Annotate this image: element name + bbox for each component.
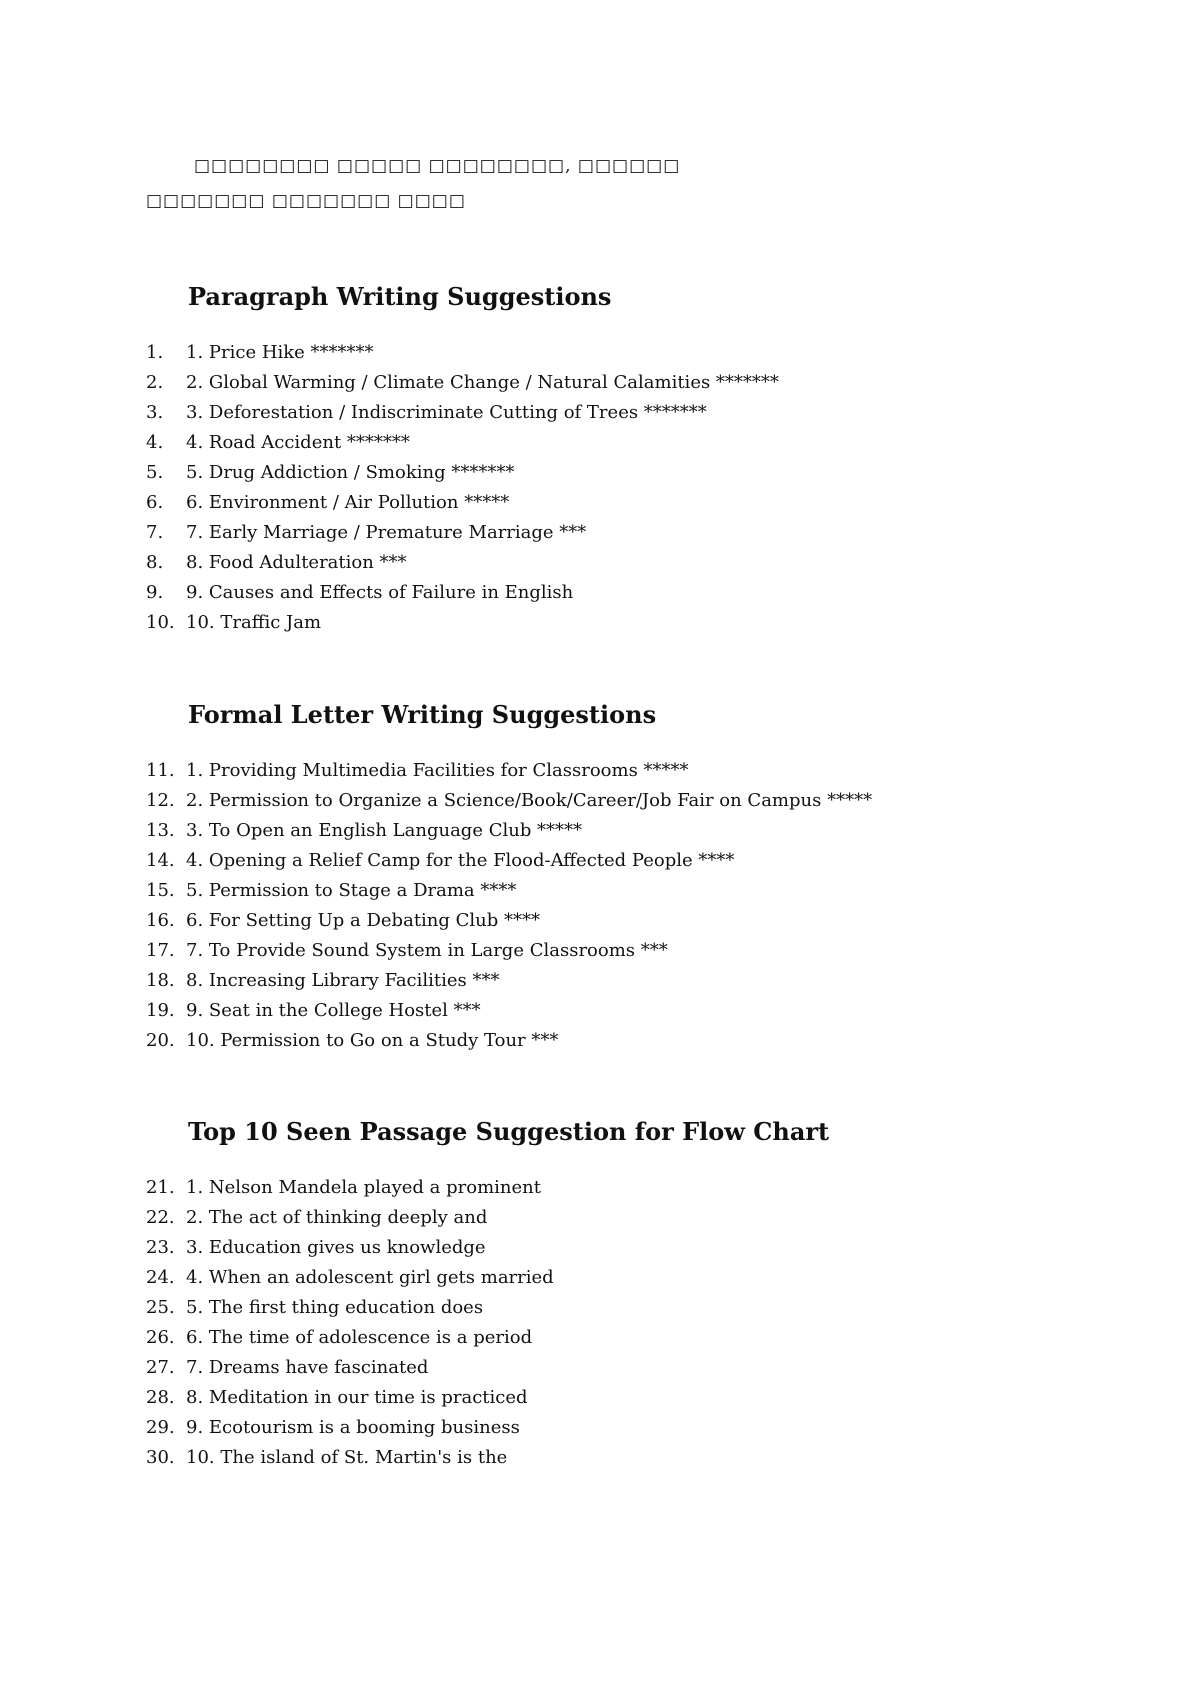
list-item <box>146 756 872 786</box>
list-text: 1. Nelson Mandela played a prominent <box>186 1177 541 1198</box>
list-text: 10. Permission to Go on a Study Tour *** <box>186 1030 559 1051</box>
list-text: 7. Early Marriage / Premature Marriage *** <box>186 522 587 543</box>
list-number: 18. <box>146 970 175 991</box>
list-item <box>146 548 779 578</box>
list-number: 6. <box>146 492 164 513</box>
list-number: 30. <box>146 1447 175 1468</box>
list-item <box>146 1203 554 1233</box>
list-number: 28. <box>146 1387 175 1408</box>
list-text: 4. When an adolescent girl gets married <box>186 1267 554 1288</box>
list-number: 27. <box>146 1357 175 1378</box>
list-text: 8. Meditation in our time is practiced <box>186 1387 528 1408</box>
list-item <box>146 368 779 398</box>
list-number: 4. <box>146 432 164 453</box>
list-text: 6. Environment / Air Pollution ***** <box>186 492 510 513</box>
list-item <box>146 1323 554 1353</box>
list-item <box>146 1173 554 1203</box>
list-item <box>146 1443 554 1473</box>
list-number: 10. <box>146 612 175 633</box>
seen-passage-suggestion-list <box>146 1173 554 1473</box>
list-item <box>146 786 872 816</box>
list-text: 4. Road Accident ******* <box>186 432 410 453</box>
list-text: 10. The island of St. Martin's is the <box>186 1447 508 1468</box>
list-item <box>146 428 779 458</box>
list-item <box>146 1413 554 1443</box>
list-number: 15. <box>146 880 175 901</box>
section-title-seen-passage: Top 10 Seen Passage Suggestion for Flow Chart <box>188 1117 830 1146</box>
list-number: 1. <box>146 342 164 363</box>
list-item <box>146 936 872 966</box>
list-number: 24. <box>146 1267 175 1288</box>
list-item <box>146 1353 554 1383</box>
section-title-paragraph: Paragraph Writing Suggestions <box>188 282 612 311</box>
list-item <box>146 966 872 996</box>
list-text: 6. For Setting Up a Debating Club **** <box>186 910 541 931</box>
list-number: 7. <box>146 522 164 543</box>
list-text: 5. Permission to Stage a Drama **** <box>186 880 517 901</box>
header-line-1: □□□□□□□□ □□□□□ □□□□□□□□, □□□□□□ <box>194 156 681 176</box>
list-item <box>146 906 872 936</box>
list-item <box>146 816 872 846</box>
list-item <box>146 608 779 638</box>
list-text: 2. Permission to Organize a Science/Book/Career/Job Fair on Campus ***** <box>186 790 873 811</box>
list-item <box>146 846 872 876</box>
list-text: 4. Opening a Relief Camp for the Flood-Affected People **** <box>186 850 735 871</box>
paragraph-suggestion-list <box>146 338 779 638</box>
list-item <box>146 1263 554 1293</box>
list-item <box>146 1233 554 1263</box>
list-text: 1. Price Hike ******* <box>186 342 374 363</box>
list-text: 2. Global Warming / Climate Change / Natural Calamities ******* <box>186 372 779 393</box>
list-item <box>146 338 779 368</box>
list-text: 7. To Provide Sound System in Large Classrooms *** <box>186 940 668 961</box>
list-number: 11. <box>146 760 175 781</box>
list-text: 9. Causes and Effects of Failure in English <box>186 582 574 603</box>
list-text: 8. Food Adulteration *** <box>186 552 407 573</box>
list-text: 6. The time of adolescence is a period <box>186 1327 533 1348</box>
header-line-2: □□□□□□□ □□□□□□□ □□□□ <box>146 191 466 211</box>
list-number: 3. <box>146 402 164 423</box>
list-number: 20. <box>146 1030 175 1051</box>
list-number: 14. <box>146 850 175 871</box>
list-number: 13. <box>146 820 175 841</box>
list-text: 5. The first thing education does <box>186 1297 484 1318</box>
list-item <box>146 488 779 518</box>
list-item <box>146 518 779 548</box>
list-number: 9. <box>146 582 164 603</box>
list-text: 3. Deforestation / Indiscriminate Cutting of Trees ******* <box>186 402 707 423</box>
list-text: 3. Education gives us knowledge <box>186 1237 486 1258</box>
list-number: 8. <box>146 552 164 573</box>
list-number: 25. <box>146 1297 175 1318</box>
list-text: 10. Traffic Jam <box>186 612 322 633</box>
list-number: 17. <box>146 940 175 961</box>
list-item <box>146 1293 554 1323</box>
list-text: 2. The act of thinking deeply and <box>186 1207 488 1228</box>
list-item <box>146 1026 872 1056</box>
section-title-formal-letter: Formal Letter Writing Suggestions <box>188 700 657 729</box>
list-item <box>146 398 779 428</box>
list-item <box>146 876 872 906</box>
list-text: 3. To Open an English Language Club ***** <box>186 820 583 841</box>
list-text: 1. Providing Multimedia Facilities for Classrooms ***** <box>186 760 689 781</box>
formal-letter-suggestion-list <box>146 756 872 1056</box>
list-number: 21. <box>146 1177 175 1198</box>
list-item <box>146 578 779 608</box>
list-text: 8. Increasing Library Facilities *** <box>186 970 500 991</box>
list-number: 16. <box>146 910 175 931</box>
list-number: 12. <box>146 790 175 811</box>
list-number: 2. <box>146 372 164 393</box>
list-number: 26. <box>146 1327 175 1348</box>
list-text: 5. Drug Addiction / Smoking ******* <box>186 462 515 483</box>
list-item <box>146 1383 554 1413</box>
list-item <box>146 458 779 488</box>
list-text: 9. Seat in the College Hostel *** <box>186 1000 481 1021</box>
list-text: 7. Dreams have fascinated <box>186 1357 429 1378</box>
list-text: 9. Ecotourism is a booming business <box>186 1417 520 1438</box>
list-number: 5. <box>146 462 164 483</box>
list-number: 29. <box>146 1417 175 1438</box>
list-item <box>146 996 872 1026</box>
list-number: 22. <box>146 1207 175 1228</box>
list-number: 23. <box>146 1237 175 1258</box>
list-number: 19. <box>146 1000 175 1021</box>
